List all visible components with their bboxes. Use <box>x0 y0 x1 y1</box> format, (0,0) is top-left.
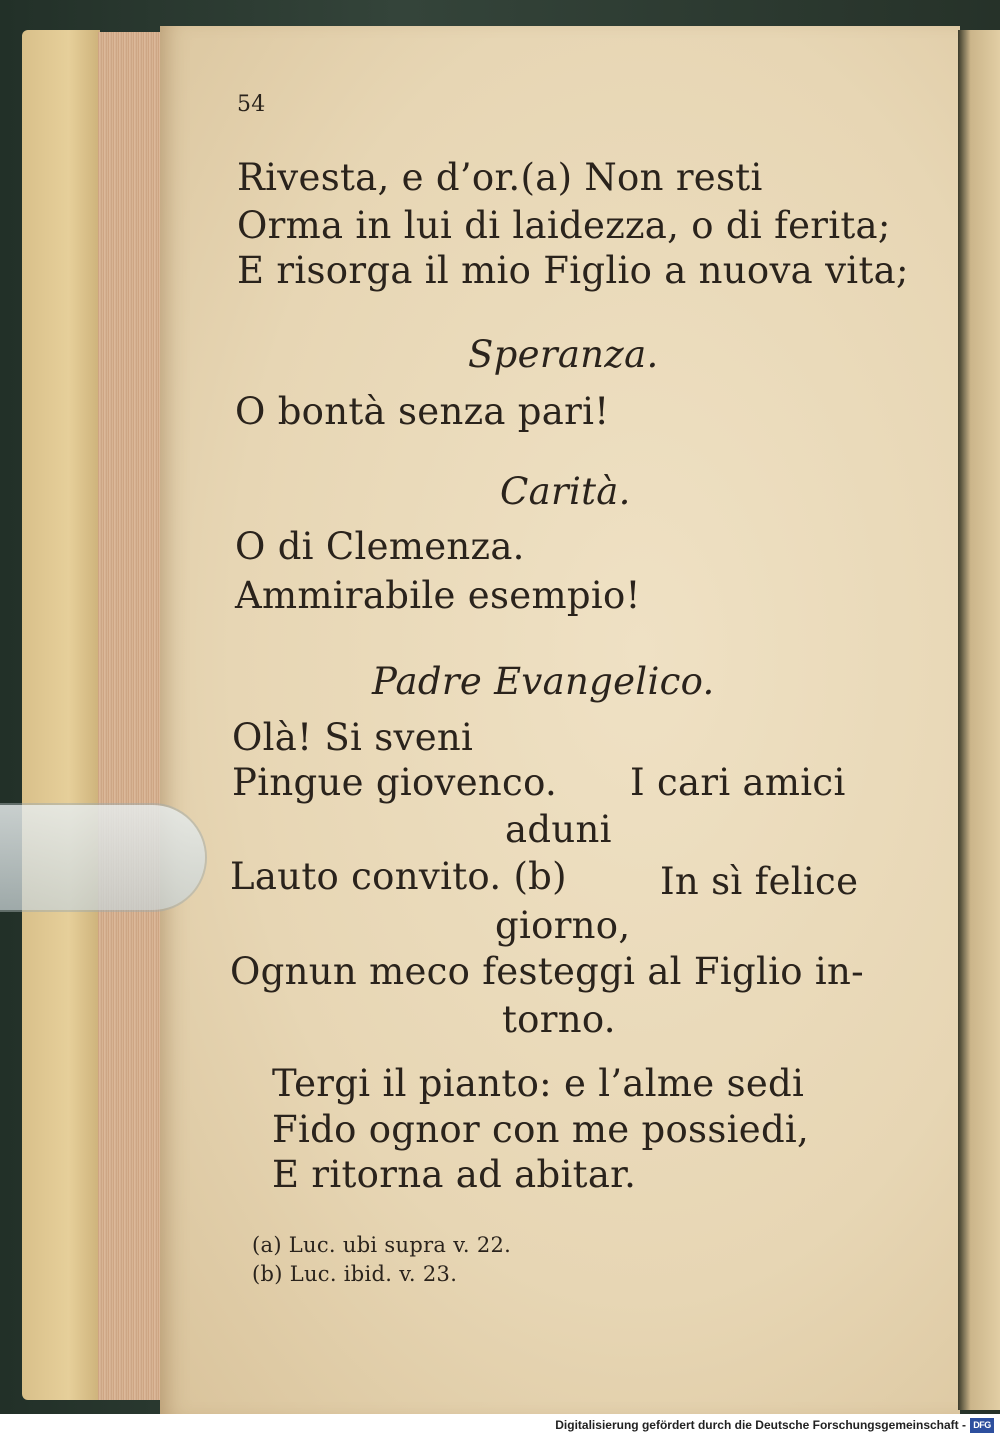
verse-line: giorno, <box>495 904 631 947</box>
dfg-credit: Digitalisierung gefördert durch die Deutsche Forschungsgemeinschaft - <box>555 1418 966 1432</box>
verse-line: Tergi il pianto: e l’alme sedi <box>272 1062 805 1105</box>
verse-line: Pingue giovenco. <box>232 761 558 804</box>
verse-line: I cari amici <box>630 761 846 804</box>
verse-line: Rivesta, e d’or.(a) Non resti <box>237 156 763 199</box>
dfg-logo: DFG <box>970 1418 994 1433</box>
footnote-a: (a) Luc. ubi supra v. 22. <box>252 1233 512 1257</box>
speaker-label: Padre Evangelico. <box>372 660 715 703</box>
verse-line: Orma in lui di laidezza, o di ferita; <box>237 204 891 247</box>
glass-scale-bar <box>0 805 205 910</box>
page-number: 54 <box>237 92 266 117</box>
verse-line: torno. <box>502 998 616 1041</box>
verse-line: In sì felice <box>660 860 859 903</box>
verse-line: Olà! Si sveni <box>232 716 474 759</box>
page-stack-edge <box>98 32 168 1400</box>
verse-line: E ritorna ad abitar. <box>272 1153 637 1196</box>
verse-line: Fido ognor con me possiedi, <box>272 1108 810 1151</box>
facing-page-edge <box>958 30 1000 1410</box>
verse-line: Ammirabile esempio! <box>235 574 641 617</box>
verse-line: aduni <box>505 808 612 851</box>
speaker-label: Carità. <box>500 470 631 513</box>
footnote-b: (b) Luc. ibid. v. 23. <box>252 1262 458 1286</box>
verse-line: Lauto convito. (b) <box>230 855 567 898</box>
verse-line: Ognun meco festeggi al Figlio in- <box>230 950 864 993</box>
verse-line: O di Clemenza. <box>235 525 525 568</box>
speaker-label: Speranza. <box>468 333 659 376</box>
verse-line: O bontà senza pari! <box>235 390 610 433</box>
verse-line: E risorga il mio Figlio a nuova vita; <box>237 249 909 292</box>
book-cover-edge <box>22 30 100 1400</box>
